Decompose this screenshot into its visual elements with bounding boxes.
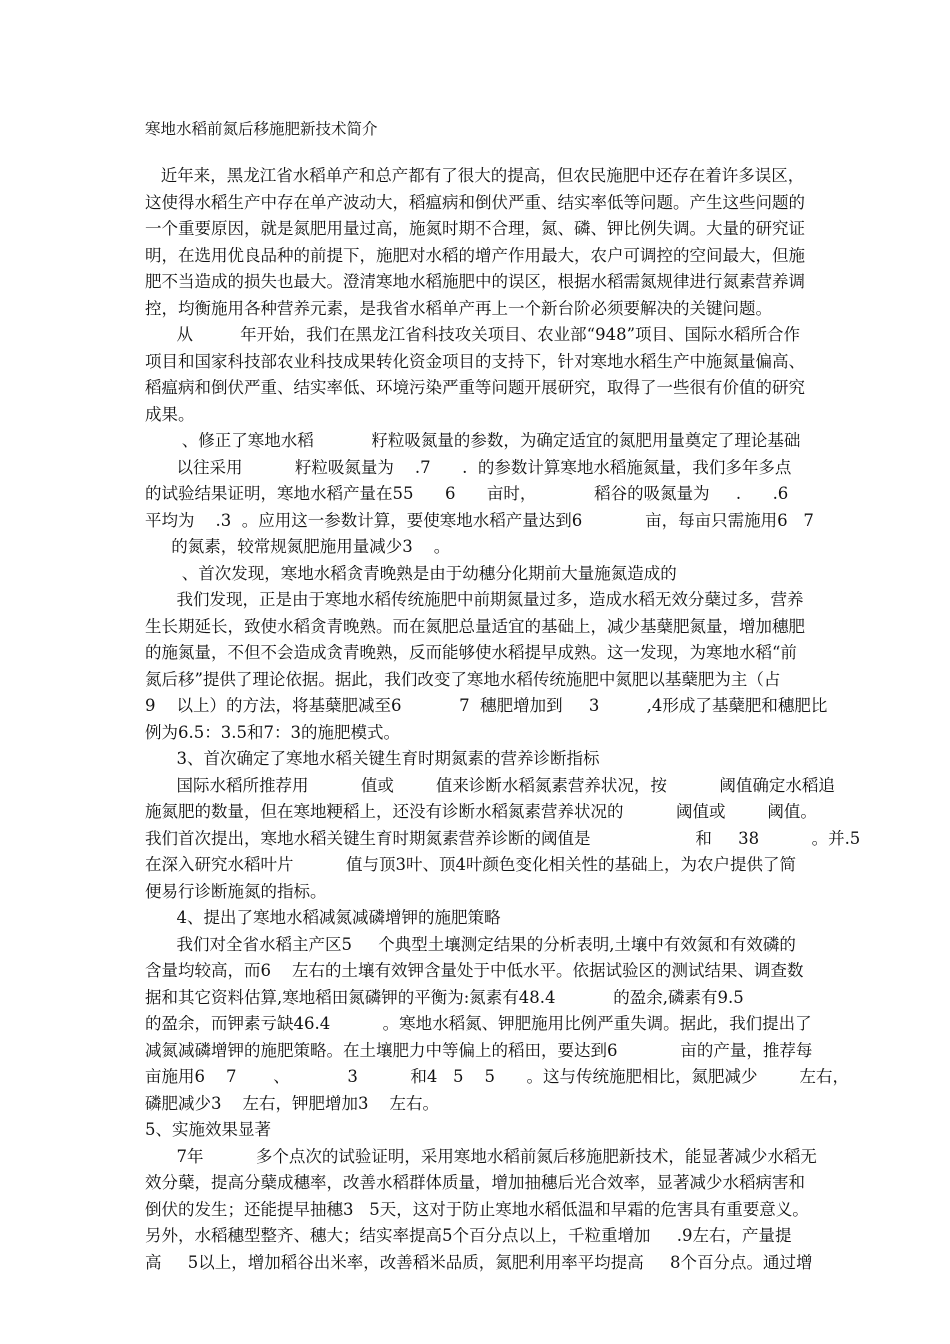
paragraph-line: 明，在选用优良品种的前提下，施肥对水稻的增产作用最大，农户可调控的空间最大，但施 — [145, 245, 805, 265]
paragraph-line: 效分蘖，提高分蘖成穗率，改善水稻群体质量，增加抽穗后光合效率，显著减少水稻病害和 — [145, 1173, 805, 1192]
paragraph-line: 施氮肥的数量，但在寒地粳稻上，还没有诊断水稻氮素营养状况的 阈值或 阈值。 — [145, 802, 817, 821]
paragraph-line: 氮后移”提供了理论依据。据此，我们改变了寒地水稻传统施肥中氮肥以基蘖肥为主（占 — [145, 669, 781, 689]
paragraph-line: 平均为 .3 。应用这一参数计算，要使寒地水稻产量达到6 亩，每亩只需施用6 7 — [145, 510, 814, 530]
paragraph-line: 肥不当造成的损失也最大。澄清寒地水稻施肥中的误区，根据水稻需氮规律进行氮素营养调 — [145, 272, 805, 291]
paragraph-line: 例为6.5：3.5和7：3的施肥模式。 — [145, 722, 400, 742]
paragraph-line: 的试验结果证明，寒地水稻产量在55 6 亩时， 稻谷的吸氮量为 . .6 — [145, 484, 789, 503]
paragraph-line: 我们对全省水稻主产区5 个典型土壤测定结果的分析表明,土壤中有效氮和有效磷的 — [145, 934, 796, 954]
paragraph-line: 的氮素，较常规氮肥施用量减少3 。 — [145, 537, 451, 556]
paragraph-line: 、修正了寒地水稻 籽粒吸氮量的参数，为确定适宜的氮肥用量奠定了理论基础 — [145, 431, 801, 450]
document-title: 寒地水稻前氮后移施肥新技术简介 — [145, 120, 378, 138]
paragraph-line: 以往采用 籽粒吸氮量为 .7 . 的参数计算寒地水稻施氮量，我们多年多点 — [145, 457, 792, 477]
paragraph-line: 、首次发现，寒地水稻贪青晚熟是由于幼穗分化期前大量施氮造成的 — [145, 563, 677, 583]
paragraph-line: 近年来，黑龙江省水稻单产和总产都有了很大的提高，但农民施肥中还存在着许多误区， — [145, 166, 805, 185]
paragraph-line: 9 以上）的方法，将基蘖肥减至6 7 穗肥增加到 3 ,4形成了基蘖肥和穗肥比 — [145, 696, 828, 715]
paragraph-line: 项目和国家科技部农业科技成果转化资金项目的支持下，针对寒地水稻生产中施氮量偏高、 — [145, 351, 805, 371]
paragraph-line: 从 年开始，我们在黑龙江省科技攻关项目、农业部“948”项目、国际水稻所合作 — [145, 325, 801, 344]
paragraph-line: 的盈余，而钾素亏缺46.4 。寒地水稻氮、钾肥施用比例严重失调。据此，我们提出了 — [145, 1014, 812, 1033]
paragraph-line: 控，均衡施用各种营养元素，是我省水稻单产再上一个新台阶必须要解决的关键问题。 — [145, 298, 772, 318]
paragraph-line: 生长期延长，致使水稻贪青晚熟。而在氮肥总量适宜的基础上，减少基蘖肥氮量，增加穗肥 — [145, 616, 805, 636]
paragraph-line: 据和其它资料估算,寒地稻田氮磷钾的平衡为:氮素有48.4 的盈余,磷素有9.5 — [145, 987, 744, 1007]
paragraph-line: 含量均较高，而6 左右的土壤有效钾含量处于中低水平。依据试验区的测试结果、调查数 — [145, 961, 804, 980]
paragraph-line: 另外，水稻穗型整齐、穗大；结实率提高5个百分点以上，千粒重增加 .9左右，产量提 — [145, 1226, 792, 1245]
paragraph-line: 5、实施效果显著 — [145, 1120, 271, 1139]
paragraph-line: 倒伏的发生；还能提早抽穗3 5天，这对于防止寒地水稻低温和早霜的危害具有重要意义。 — [145, 1199, 809, 1219]
paragraph-line: 4、提出了寒地水稻减氮减磷增钾的施肥策略 — [145, 908, 501, 927]
paragraph-line: 7年 多个点次的试验证明，采用寒地水稻前氮后移施肥新技术，能显著减少水稻无 — [145, 1146, 817, 1166]
paragraph-line: 稻瘟病和倒伏严重、结实率低、环境污染严重等问题开展研究，取得了一些很有价值的研究 — [145, 378, 805, 397]
paragraph-line: 我们发现，正是由于寒地水稻传统施肥中前期氮量过多，造成水稻无效分蘖过多，营养 — [145, 590, 804, 609]
paragraph-line: 成果。 — [145, 404, 195, 424]
paragraph-line: 亩施用6 7 、 3 和4 5 5 。这与传统施肥相比，氮肥减少 左右， — [145, 1067, 849, 1086]
paragraph-line: 一个重要原因，就是氮肥用量过高，施氮时期不合理，氮、磷、钾比例失调。大量的研究证 — [145, 219, 805, 238]
paragraph-line: 3、首次确定了寒地水稻关键生育时期氮素的营养诊断指标 — [145, 749, 600, 768]
paragraph-line: 便易行诊断施氮的指标。 — [145, 881, 327, 901]
paragraph-line: 在深入研究水稻叶片 值与顶3叶、顶4叶颜色变化相关性的基础上，为农户提供了简 — [145, 855, 796, 874]
paragraph-line: 这使得水稻生产中存在单产波动大，稻瘟病和倒伏严重、结实率低等问题。产生这些问题的 — [145, 192, 805, 212]
paragraph-line: 高 5以上，增加稻谷出米率，改善稻米品质，氮肥利用率平均提高 8个百分点。通过增 — [145, 1252, 813, 1272]
document-body — [145, 163, 861, 1276]
paragraph-line: 的施氮量，不但不会造成贪青晚熟，反而能够使水稻提早成熟。这一发现，为寒地水稻“前 — [145, 643, 797, 662]
paragraph-line: 减氮减磷增钾的施肥策略。在土壤肥力中等偏上的稻田，要达到6 亩的产量，推荐每 — [145, 1040, 813, 1060]
paragraph-line: 磷肥减少3 左右，钾肥增加3 左右。 — [145, 1093, 439, 1113]
paragraph-line: 我们首次提出，寒地水稻关键生育时期氮素营养诊断的阈值是 和 38 。并.5 — [145, 828, 861, 848]
paragraph-line: 国际水稻所推荐用 值或 值来诊断水稻氮素营养状况，按 阈值确定水稻追 — [145, 775, 835, 795]
